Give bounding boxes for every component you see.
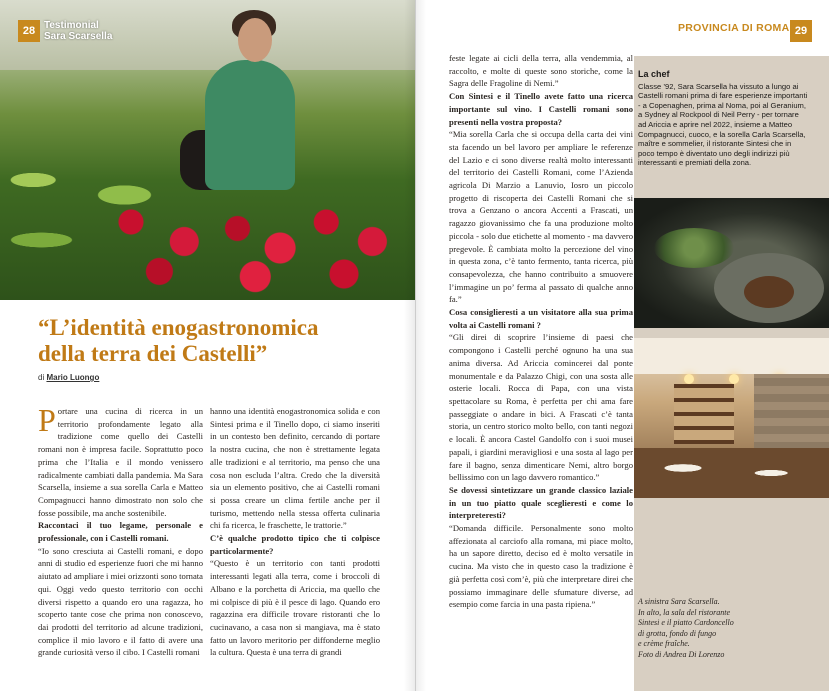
ceiling [634, 338, 829, 374]
interview-question: Raccontaci il tuo legame, personale e professionale, con i Castelli romani. [38, 520, 203, 544]
page-number-right: 29 [790, 20, 812, 42]
article-column-2 [210, 405, 380, 659]
paragraph: “Mia sorella Carla che si occupa della carta dei vini sta facendo un bel lavoro per ampliare le referenze del Lazio e ci sono diverse realtà molto interessanti del territorio dei Castelli Romani, come l’Azienda agricola Di Marzio a Lanuvio, Iosro un piccolo progetto di riscoperta dei Castelli Romani che si trova a Genzano o ancora Accenti a Frascati, un ragazzo giovanissimo che fa una produzione molto piccola - solo due etichette al momento - ma davvero pregevole. È cambiata molto la percezione del vino in questa zona, c’è tanto fermento, tanta ricerca, più consapevolezza, che hanno contribuito a smuovere l’immagine un po’ ferma al passato di qualche anno fa.” [449, 129, 633, 305]
paragraph: hanno una identità enogastronomica solida e con Sintesi prima e il Tinello dopo, ci siamo inseriti in un contesto ben definito, cercando di portare la nostra cucina, che non è strettamente legata alle tradizioni e al territorio, ma penso che una cosa non escluda l’altra. Credo che la diversità sia un elemento positivo, che ai Castelli romani si possa creare un clima fertile anche per il turismo, mettendo nella stessa offerta culinaria chi fa ricerca, le fraschette, le trattorie.” [210, 406, 380, 531]
caption-line: e crème fraîche. [638, 639, 690, 649]
wine-shelf [674, 384, 734, 444]
interview-question: Con Sintesi e il Tinello avete fatto una ricerca importante sul vino. I Castelli romani sono presenti nella vostra proposta? [449, 91, 633, 127]
caption-line: A sinistra Sara Scarsella. [638, 597, 720, 606]
page-number-left: 28 [18, 20, 40, 42]
byline-prefix: di [38, 373, 47, 382]
chef-box [638, 70, 808, 168]
caption-line: In alto, la sala del ristorante [638, 607, 730, 617]
section-label [44, 20, 112, 42]
caption-line: Sintesi e il piatto Cardoncello [638, 618, 734, 628]
restaurant-photo [634, 338, 829, 498]
section-subtitle: Sara Scarsella [44, 31, 113, 42]
article-column-1 [38, 402, 203, 659]
dish-photo [634, 198, 829, 328]
paragraph: “Io sono cresciuta ai Castelli romani, e dopo anni di studio ed esperienze fuori che mi hanno aiutato ad ampliare i miei orizzonti sono tornata qui. Oggi vedo questo territorio con occhi diversi rispetto a quando ero una ragazza, ho scoperto tante cose che prima non conoscevo, dai prodotti del territorio ad alcune tradizioni, complice il mio lavoro e il fatto di avere una grande curiosità verso il cibo. I Castelli romani [38, 545, 203, 658]
paragraph [38, 402, 203, 519]
paragraph: “Gli direi di scoprire l’insieme di paesi che compongono i Castelli perché ognuno ha una sua anima diversa. Ad Ariccia comincerei dal ponte monumentale e da Palazzo Chigi, con una sosta alle osterie locali. Rocca di Papa, con una vista spettacolare su Roma, è perfetta per chi ama fare passeggiate o andare in bici. A Frascati c’è tanta storia, un centro storico molto bello, con tanti negozi e locali. È ancora Castel Gandolfo con i suoi musei papali, i giardini meravigliosi e una sosta al lago per fare il bagno, senza dimenticare Nemi, altro borgo bellissimo con un lago davvero romantico.” [449, 332, 633, 483]
section-title: Testimonial [44, 20, 99, 31]
chef-box-title: La chef [638, 69, 670, 79]
section-tag [18, 20, 112, 42]
section-header-right: PROVINCIA DI ROMA [678, 22, 790, 34]
article-headline [38, 315, 398, 367]
paragraph: “Questo è un territorio con tanti prodotti interessanti legati alla terra, come i broccoli di Albano e la porchetta di Ariccia, ma quello che mi colpisce di più è il pesce di lago. Quando ero ragazzina era difficile trovare ristoranti che lo cucinavano, a casa non si mangiava, ma è stato fatto un lavoro meritorio per diffonderne meglio la cultura. Questa è una terra di grandi [210, 558, 380, 658]
drop-cap: P [38, 402, 56, 438]
paragraph: feste legate ai cicli della terra, alla vendemmia, al raccolto, e molte di queste sono storiche, come la Sagra delle Fragoline di Nemi.” [449, 53, 633, 89]
chef-box-text: Classe ’92, Sara Scarsella ha vissuto a lungo ai Castelli romani prima di fare esperienze importanti - a Copenaghen, prima al Noma, poi al Geranium, a Sydney al Rockpool di Neil Perry - per tornare ad Ariccia e aprire nel 2022, insieme a Matteo Compagnucci, cuoco, e la sorella Carla Scarsella, maître e sommelier, il ristorante Sintesi che in poco tempo è diventato uno degli indirizzi più interessanti e premiati della zona. [638, 81, 808, 168]
headline-line-1: “L’identità enogastronomica [38, 315, 319, 340]
herb-garnish [654, 228, 734, 268]
photo-caption [638, 597, 788, 661]
interview-question: C’è qualche prodotto tipico che ti colpisce particolarmente? [210, 533, 380, 556]
paragraph: “Domanda difficile. Personalmente sono molto affezionata al carciofo alla romana, mi piace molto, ha un sapore diretto, deciso ed è molto versatile in cucina. Ma visto che in questo caso la tradizione è già perfetta così com’è, più che interpretare direi che possiamo immaginare delle sfumature diverse, ad esempio come farcia in una pasta ripiena.” [449, 523, 633, 610]
byline [38, 373, 99, 382]
person-head [238, 18, 272, 62]
interview-question: Cosa consiglieresti a un visitatore alla sua prima volta ai Castelli romani ? [449, 307, 633, 330]
lamp-icon [729, 374, 739, 384]
article-column-3 [449, 52, 633, 611]
caption-line: di grotta, fondo di fungo [638, 628, 717, 638]
hero-photo-sara-scarsella [0, 0, 415, 300]
lamp-icon [684, 374, 694, 384]
mushroom [744, 276, 794, 308]
interview-question: Se dovessi sintetizzare un grande classico laziale in un tuo piatto quale sceglieresti e come lo interpreteresti? [449, 484, 633, 521]
paragraph-text: ortare una cucina di ricerca in un territorio profondamente legato alla tradizione come quello dei Castelli romani non è impresa facile. Soprattutto poco prima che l’Italia e il mondo venissero radicalmente cambiati dalla pandemia. Ma Sara Scarsella, insieme a sua sorella Carla e Matteo Compagnucci hanno dimostrato non solo che fosse possibile, ma anche sostenibile. [38, 406, 203, 518]
dining-tables [634, 448, 829, 498]
right-page [415, 0, 829, 691]
byline-author: Mario Luongo [46, 373, 100, 382]
caption-line: Foto di Andrea Di Lorenzo [638, 649, 725, 659]
red-flowers [60, 170, 415, 300]
headline-line-2: della terra dei Castelli” [38, 341, 268, 366]
